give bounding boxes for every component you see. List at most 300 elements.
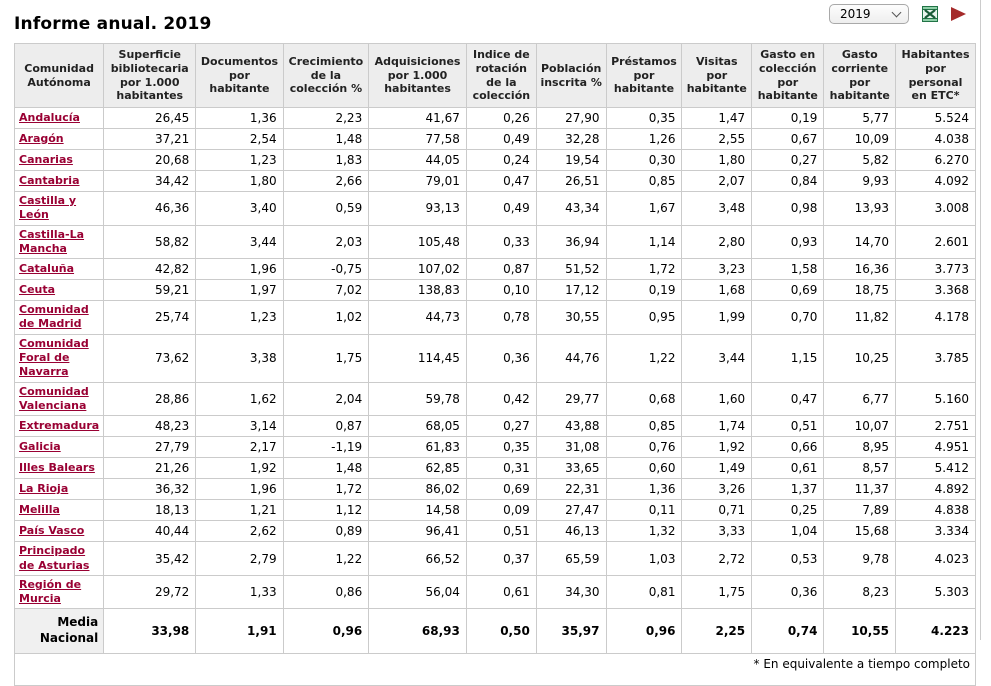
value-cell: 5,82 — [824, 150, 896, 171]
value-cell: 43,34 — [536, 192, 606, 226]
value-cell: 51,52 — [536, 259, 606, 280]
value-cell: 0,61 — [466, 575, 536, 609]
value-cell: 3,40 — [196, 192, 283, 226]
value-cell: 0,87 — [283, 416, 369, 437]
value-cell: 0,60 — [606, 458, 682, 479]
value-cell: 0,35 — [606, 108, 682, 129]
year-select[interactable] — [829, 4, 909, 24]
value-cell: 44,73 — [369, 301, 467, 335]
value-cell: 1,74 — [682, 416, 752, 437]
value-cell: 0,31 — [466, 458, 536, 479]
region-name-cell — [15, 225, 104, 259]
table-row — [15, 171, 976, 192]
value-cell: 5,77 — [824, 108, 896, 129]
value-cell: 1,72 — [606, 259, 682, 280]
value-cell: 11,37 — [824, 479, 896, 500]
value-cell: 0,51 — [466, 521, 536, 542]
value-cell: 1,58 — [752, 259, 824, 280]
table-row — [15, 521, 976, 542]
page-title: Informe anual. 2019 — [14, 14, 212, 34]
value-cell: 0,09 — [466, 500, 536, 521]
value-cell: -0,75 — [283, 259, 369, 280]
column-header: Documentos por habitante — [196, 44, 283, 108]
value-cell: 14,58 — [369, 500, 467, 521]
value-cell: 10,25 — [824, 334, 896, 382]
value-cell: 0,47 — [466, 171, 536, 192]
value-cell: 3,33 — [682, 521, 752, 542]
value-cell: 0,61 — [752, 458, 824, 479]
value-cell: 0,87 — [466, 259, 536, 280]
value-cell: 1,36 — [606, 479, 682, 500]
value-cell: 1,80 — [682, 150, 752, 171]
region-name-cell — [15, 521, 104, 542]
value-cell: 19,54 — [536, 150, 606, 171]
column-header: Indice de rotación de la colección — [466, 44, 536, 108]
value-cell: 3.785 — [896, 334, 976, 382]
summary-value-cell: 35,97 — [536, 609, 606, 653]
value-cell: 1,96 — [196, 479, 283, 500]
value-cell: 3.368 — [896, 280, 976, 301]
value-cell: 8,23 — [824, 575, 896, 609]
table-row — [15, 500, 976, 521]
column-header: Adquisiciones por 1.000 habitantes — [369, 44, 467, 108]
region-link[interactable]: País Vasco — [19, 524, 85, 538]
summary-value-cell: 68,93 — [369, 609, 467, 653]
value-cell: 44,76 — [536, 334, 606, 382]
value-cell: 0,89 — [283, 521, 369, 542]
value-cell: 4.951 — [896, 437, 976, 458]
region-name-cell — [15, 458, 104, 479]
region-link[interactable]: La Rioja — [19, 482, 69, 496]
value-cell: 4.023 — [896, 542, 976, 576]
value-cell: 2,55 — [682, 129, 752, 150]
value-cell: 1,14 — [606, 225, 682, 259]
region-link[interactable]: Illes Balears — [19, 461, 95, 475]
value-cell: 20,68 — [104, 150, 196, 171]
value-cell: 1,83 — [283, 150, 369, 171]
value-cell: 1,36 — [196, 108, 283, 129]
value-cell: 1,97 — [196, 280, 283, 301]
value-cell: 1,37 — [752, 479, 824, 500]
value-cell: 5.160 — [896, 382, 976, 416]
region-name-cell — [15, 382, 104, 416]
value-cell: 0,71 — [682, 500, 752, 521]
value-cell: 0,86 — [283, 575, 369, 609]
value-cell: 34,42 — [104, 171, 196, 192]
value-cell: 37,21 — [104, 129, 196, 150]
region-link[interactable]: Castilla-La Mancha — [19, 227, 85, 255]
region-link[interactable]: Galicia — [19, 440, 61, 454]
value-cell: 0,76 — [606, 437, 682, 458]
region-name-cell — [15, 416, 104, 437]
value-cell: 2,23 — [283, 108, 369, 129]
region-link[interactable]: Extremadura — [19, 419, 100, 433]
value-cell: 17,12 — [536, 280, 606, 301]
value-cell: 21,26 — [104, 458, 196, 479]
table-header — [15, 44, 976, 108]
value-cell: 3,44 — [682, 334, 752, 382]
table-body — [15, 108, 976, 654]
value-cell: 0,85 — [606, 416, 682, 437]
value-cell: 0,68 — [606, 382, 682, 416]
value-cell: 3,44 — [196, 225, 283, 259]
value-cell: 0,70 — [752, 301, 824, 335]
column-header: Gasto en colección por habitante — [752, 44, 824, 108]
value-cell: 30,55 — [536, 301, 606, 335]
value-cell: 27,79 — [104, 437, 196, 458]
table-row — [15, 437, 976, 458]
value-cell: 10,07 — [824, 416, 896, 437]
value-cell: 8,95 — [824, 437, 896, 458]
value-cell: 107,02 — [369, 259, 467, 280]
value-cell: 1,96 — [196, 259, 283, 280]
value-cell: 0,11 — [606, 500, 682, 521]
value-cell: 7,02 — [283, 280, 369, 301]
table-row — [15, 192, 976, 226]
value-cell: 3.334 — [896, 521, 976, 542]
region-name-cell — [15, 192, 104, 226]
value-cell: 0,78 — [466, 301, 536, 335]
value-cell: 2,04 — [283, 382, 369, 416]
table-row — [15, 382, 976, 416]
value-cell: 11,82 — [824, 301, 896, 335]
value-cell: 1,48 — [283, 458, 369, 479]
value-cell: 58,82 — [104, 225, 196, 259]
value-cell: 1,92 — [196, 458, 283, 479]
value-cell: 0,69 — [752, 280, 824, 301]
value-cell: 40,44 — [104, 521, 196, 542]
value-cell: 26,45 — [104, 108, 196, 129]
value-cell: 0,47 — [752, 382, 824, 416]
value-cell: 1,03 — [606, 542, 682, 576]
value-cell: 29,72 — [104, 575, 196, 609]
toolbar — [829, 3, 966, 24]
value-cell: 0,51 — [752, 416, 824, 437]
value-cell: 2,07 — [682, 171, 752, 192]
value-cell: 0,59 — [283, 192, 369, 226]
region-name-cell — [15, 171, 104, 192]
value-cell: 138,83 — [369, 280, 467, 301]
table-row — [15, 416, 976, 437]
value-cell: 43,88 — [536, 416, 606, 437]
value-cell: 114,45 — [369, 334, 467, 382]
value-cell: 4.092 — [896, 171, 976, 192]
value-cell: 5.412 — [896, 458, 976, 479]
value-cell: 3,38 — [196, 334, 283, 382]
value-cell: 2,72 — [682, 542, 752, 576]
value-cell: 66,52 — [369, 542, 467, 576]
region-link[interactable]: Comunidad de Madrid — [19, 303, 89, 331]
region-link[interactable]: Castilla y León — [19, 194, 77, 222]
column-header: Visitas por habitante — [682, 44, 752, 108]
value-cell: 3,26 — [682, 479, 752, 500]
value-cell: 68,05 — [369, 416, 467, 437]
value-cell: 46,36 — [104, 192, 196, 226]
table-row — [15, 129, 976, 150]
value-cell: 4.178 — [896, 301, 976, 335]
value-cell: 2,54 — [196, 129, 283, 150]
value-cell: 1,21 — [196, 500, 283, 521]
value-cell: 0,33 — [466, 225, 536, 259]
column-header: Habitantes por personal en ETC* — [896, 44, 976, 108]
region-link[interactable]: Melilla — [19, 503, 60, 517]
value-cell: 65,59 — [536, 542, 606, 576]
value-cell: 93,13 — [369, 192, 467, 226]
value-cell: 1,32 — [606, 521, 682, 542]
value-cell: 1,75 — [682, 575, 752, 609]
region-name-cell — [15, 575, 104, 609]
region-link[interactable]: Región de Murcia — [19, 577, 82, 606]
annual-report-table — [14, 43, 976, 686]
summary-value-cell: 33,98 — [104, 609, 196, 653]
column-header: Población inscrita % — [536, 44, 606, 108]
value-cell: 0,36 — [752, 575, 824, 609]
summary-value-cell: 0,74 — [752, 609, 824, 653]
table-footer — [15, 653, 976, 685]
value-cell: 0,66 — [752, 437, 824, 458]
value-cell: 2,80 — [682, 225, 752, 259]
value-cell: 46,13 — [536, 521, 606, 542]
value-cell: 3.008 — [896, 192, 976, 226]
value-cell: 32,28 — [536, 129, 606, 150]
region-link[interactable]: Ceuta — [19, 283, 56, 297]
value-cell: 0,27 — [752, 150, 824, 171]
region-link[interactable]: Canarias — [19, 152, 73, 166]
region-link[interactable]: Aragón — [19, 131, 64, 145]
value-cell: 1,04 — [752, 521, 824, 542]
value-cell: 0,93 — [752, 225, 824, 259]
region-link[interactable]: Comunidad Foral de Navarra — [19, 336, 89, 379]
value-cell: 5.524 — [896, 108, 976, 129]
region-name-cell — [15, 259, 104, 280]
value-cell: 1,22 — [283, 542, 369, 576]
value-cell: 3.773 — [896, 259, 976, 280]
summary-value-cell: 10,55 — [824, 609, 896, 653]
value-cell: 0,53 — [752, 542, 824, 576]
value-cell: 0,24 — [466, 150, 536, 171]
summary-value-cell: 0,96 — [606, 609, 682, 653]
summary-row — [15, 609, 976, 653]
value-cell: 1,99 — [682, 301, 752, 335]
value-cell: 1,49 — [682, 458, 752, 479]
excel-export-icon[interactable] — [922, 6, 938, 22]
value-cell: 105,48 — [369, 225, 467, 259]
value-cell: 34,30 — [536, 575, 606, 609]
value-cell: 73,62 — [104, 334, 196, 382]
value-cell: 0,19 — [606, 280, 682, 301]
value-cell: 0,26 — [466, 108, 536, 129]
value-cell: 0,81 — [606, 575, 682, 609]
value-cell: 22,31 — [536, 479, 606, 500]
table-row — [15, 225, 976, 259]
value-cell: 0,95 — [606, 301, 682, 335]
value-cell: 62,85 — [369, 458, 467, 479]
footnote-row — [15, 653, 976, 685]
table-row — [15, 150, 976, 171]
value-cell: 79,01 — [369, 171, 467, 192]
summary-value-cell: 2,25 — [682, 609, 752, 653]
value-cell: 0,10 — [466, 280, 536, 301]
value-cell: 59,21 — [104, 280, 196, 301]
value-cell: 36,32 — [104, 479, 196, 500]
value-cell: 1,68 — [682, 280, 752, 301]
year-select-wrap — [829, 3, 909, 24]
value-cell: 0,49 — [466, 129, 536, 150]
value-cell: 8,57 — [824, 458, 896, 479]
value-cell: 1,80 — [196, 171, 283, 192]
value-cell: 48,23 — [104, 416, 196, 437]
value-cell: 1,60 — [682, 382, 752, 416]
value-cell: 0,25 — [752, 500, 824, 521]
footnote: * En equivalente a tiempo completo — [15, 653, 976, 685]
value-cell: 1,33 — [196, 575, 283, 609]
value-cell: 0,30 — [606, 150, 682, 171]
value-cell: 0,67 — [752, 129, 824, 150]
region-name-cell — [15, 479, 104, 500]
region-link[interactable]: Comunidad Valenciana — [19, 384, 89, 412]
value-cell: 2,79 — [196, 542, 283, 576]
value-cell: 1,67 — [606, 192, 682, 226]
value-cell: 9,78 — [824, 542, 896, 576]
value-cell: 0,49 — [466, 192, 536, 226]
value-cell: 2.751 — [896, 416, 976, 437]
value-cell: 18,13 — [104, 500, 196, 521]
value-cell: 0,42 — [466, 382, 536, 416]
value-cell: 10,09 — [824, 129, 896, 150]
region-name-cell — [15, 280, 104, 301]
value-cell: -1,19 — [283, 437, 369, 458]
column-header: Gasto corriente por habitante — [824, 44, 896, 108]
region-link[interactable]: Andalucía — [19, 110, 80, 124]
column-header: Comunidad Autónoma — [15, 44, 104, 108]
value-cell: 29,77 — [536, 382, 606, 416]
value-cell: 0,35 — [466, 437, 536, 458]
region-name-cell — [15, 129, 104, 150]
value-cell: 44,05 — [369, 150, 467, 171]
value-cell: 4.838 — [896, 500, 976, 521]
value-cell: 2,17 — [196, 437, 283, 458]
table-row — [15, 108, 976, 129]
summary-value-cell: 0,96 — [283, 609, 369, 653]
value-cell: 1,22 — [606, 334, 682, 382]
value-cell: 6,77 — [824, 382, 896, 416]
value-cell: 59,78 — [369, 382, 467, 416]
value-cell: 1,02 — [283, 301, 369, 335]
value-cell: 2,62 — [196, 521, 283, 542]
table-row — [15, 542, 976, 576]
summary-value-cell: 1,91 — [196, 609, 283, 653]
value-cell: 14,70 — [824, 225, 896, 259]
value-cell: 7,89 — [824, 500, 896, 521]
value-cell: 28,86 — [104, 382, 196, 416]
value-cell: 1,92 — [682, 437, 752, 458]
value-cell: 2,03 — [283, 225, 369, 259]
region-name-cell — [15, 500, 104, 521]
value-cell: 4.038 — [896, 129, 976, 150]
value-cell: 0,19 — [752, 108, 824, 129]
region-link[interactable]: Cantabria — [19, 173, 80, 187]
summary-label: Media Nacional — [15, 609, 104, 653]
region-name-cell — [15, 301, 104, 335]
value-cell: 42,82 — [104, 259, 196, 280]
value-cell: 96,41 — [369, 521, 467, 542]
value-cell: 1,72 — [283, 479, 369, 500]
value-cell: 1,12 — [283, 500, 369, 521]
value-cell: 0,84 — [752, 171, 824, 192]
value-cell: 0,36 — [466, 334, 536, 382]
value-cell: 1,75 — [283, 334, 369, 382]
value-cell: 18,75 — [824, 280, 896, 301]
value-cell: 1,23 — [196, 150, 283, 171]
value-cell: 31,08 — [536, 437, 606, 458]
value-cell: 27,47 — [536, 500, 606, 521]
value-cell: 6.270 — [896, 150, 976, 171]
column-header: Préstamos por habitante — [606, 44, 682, 108]
value-cell: 4.892 — [896, 479, 976, 500]
summary-value-cell: 4.223 — [896, 609, 976, 653]
value-cell: 9,93 — [824, 171, 896, 192]
value-cell: 27,90 — [536, 108, 606, 129]
value-cell: 0,69 — [466, 479, 536, 500]
value-cell: 0,37 — [466, 542, 536, 576]
run-arrow-icon[interactable] — [951, 7, 966, 21]
region-name-cell — [15, 150, 104, 171]
value-cell: 61,83 — [369, 437, 467, 458]
value-cell: 3,14 — [196, 416, 283, 437]
value-cell: 3,23 — [682, 259, 752, 280]
table-row — [15, 458, 976, 479]
table-row — [15, 479, 976, 500]
value-cell: 0,98 — [752, 192, 824, 226]
value-cell: 33,65 — [536, 458, 606, 479]
value-cell: 35,42 — [104, 542, 196, 576]
table-row — [15, 301, 976, 335]
value-cell: 77,58 — [369, 129, 467, 150]
region-name-cell — [15, 108, 104, 129]
value-cell: 2,66 — [283, 171, 369, 192]
summary-value-cell: 0,50 — [466, 609, 536, 653]
value-cell: 25,74 — [104, 301, 196, 335]
value-cell: 2.601 — [896, 225, 976, 259]
value-cell: 1,48 — [283, 129, 369, 150]
value-cell: 1,26 — [606, 129, 682, 150]
value-cell: 1,15 — [752, 334, 824, 382]
value-cell: 86,02 — [369, 479, 467, 500]
header-row — [15, 44, 976, 108]
value-cell: 26,51 — [536, 171, 606, 192]
value-cell: 0,27 — [466, 416, 536, 437]
value-cell: 36,94 — [536, 225, 606, 259]
value-cell: 15,68 — [824, 521, 896, 542]
value-cell: 41,67 — [369, 108, 467, 129]
column-header: Superficie bibliotecaria por 1.000 habitantes — [104, 44, 196, 108]
value-cell: 56,04 — [369, 575, 467, 609]
value-cell: 13,93 — [824, 192, 896, 226]
table-row — [15, 334, 976, 382]
region-name-cell — [15, 437, 104, 458]
region-name-cell — [15, 334, 104, 382]
region-link[interactable]: Cataluña — [19, 262, 75, 276]
table-row — [15, 575, 976, 609]
value-cell: 1,62 — [196, 382, 283, 416]
table-row — [15, 259, 976, 280]
region-link[interactable]: Principado de Asturias — [19, 544, 90, 572]
table-row — [15, 280, 976, 301]
value-cell: 1,23 — [196, 301, 283, 335]
value-cell: 16,36 — [824, 259, 896, 280]
value-cell: 1,47 — [682, 108, 752, 129]
value-cell: 3,48 — [682, 192, 752, 226]
